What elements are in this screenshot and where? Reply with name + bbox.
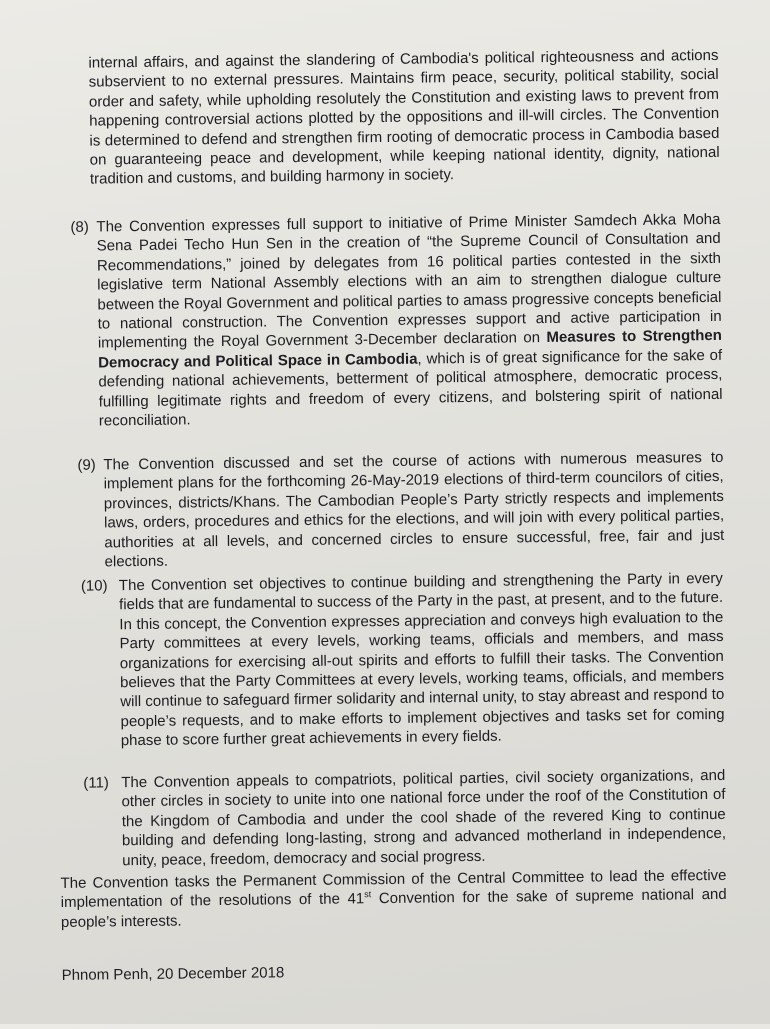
item-11-number: (11) xyxy=(83,774,109,792)
item-9-text: The Convention discussed and set the course of actions with numerous measures to implement plans for the forthcoming 26-May-2019 elections of third-term councilors of cities, provinces, districts/Khans. The Cambodian People’s Party strictly respects and implements laws, orders, procedures and ethics for the elections, and will join with every political parties, authorities at all levels, and concerned circles to ensure successful, free, fair and just elections. xyxy=(103,448,725,571)
closing-paragraph xyxy=(60,866,727,932)
item-9-number: (9) xyxy=(77,456,96,474)
item-10-text: The Convention set objectives to continue building and strengthening the Party in every fields that are fundamental to success of the Party in the past, at present, and to the future. In this concept, the Convention expresses appreciation and conveys high evaluation to the Party committees at every levels, working teams, officials and members, and mass organizations for exercising all-out spirits and efforts to fulfill their tasks. The Convention believes that the Party Committees at every levels, working teams, officials, and members will continue to safeguard firmer solidarity and internal unity, to stay abreast and respond to people’s requests, and to make efforts to implement objectives and tasks set for coming phase to score further great achievements in every fields. xyxy=(118,569,725,750)
item-8-text xyxy=(96,210,723,431)
item-8-bold-title: Measures to Strengthen Democracy and Political Space in Cambodia xyxy=(98,327,722,372)
closing-text-start: The Convention tasks the Permanent Commission of the Central Committee to lead the effective implementation of the resolutions of the 41 xyxy=(60,866,727,912)
item-8-text-start: The Convention expresses full support to initiative of Prime Minister Samdech Akka Moha Sena Padei Techo Hun Sen in the creation of “the Supreme Council of Consultation and Recommendations,” joined by delegates from 16 political parties contested in the sixth legislative term National Assembly elections with an aim to strengthen dialogue culture between the Royal Government and political parties to amass progressive concepts beneficial to national construction. The Convention expresses support and active participation in implementing the Royal Government 3-December declaration on xyxy=(96,210,722,352)
item-8-number: (8) xyxy=(70,218,89,236)
item-10-number: (10) xyxy=(80,577,108,595)
item-8-text-end: , which is of great significance for the sake of defending national achievements, betterment of political atmosphere, democratic process, fulfilling legitimate rights and freedom of every citizens, and bolstering spirit of national reconciliation. xyxy=(98,346,723,430)
closing-text-end: Convention for the sake of supreme national and people’s interests. xyxy=(60,886,727,931)
item-11-text: The Convention appeals to compatriots, political parties, civil society organizations, and other circles in society to unite into one national force under the roof of the Constitution of the Kingdom of Cambodia and under the cool shade of the revered King to continue building and defending long-lasting, strong and advanced motherland in independence, unity, peace, freedom, democracy and social progress. xyxy=(121,766,727,869)
intro-paragraph: internal affairs, and against the slandering of Cambodia's political righteousness and actions subservient to no external pressures. Maintains firm peace, security, political stability, social order and safety, while upholding resolutely the Constitution and existing laws to prevent from happening controversial actions plotted by the oppositions and ill-will circles. The Convention is determined to defend and strengthen firm rooting of democratic process in Cambodia based on guaranteeing peace and development, while keeping national identity, dignity, national tradition and customs, and building harmony in society. xyxy=(88,46,720,189)
ordinal-superscript: st xyxy=(364,889,372,900)
place-date-line: Phnom Penh, 20 December 2018 xyxy=(61,964,285,984)
